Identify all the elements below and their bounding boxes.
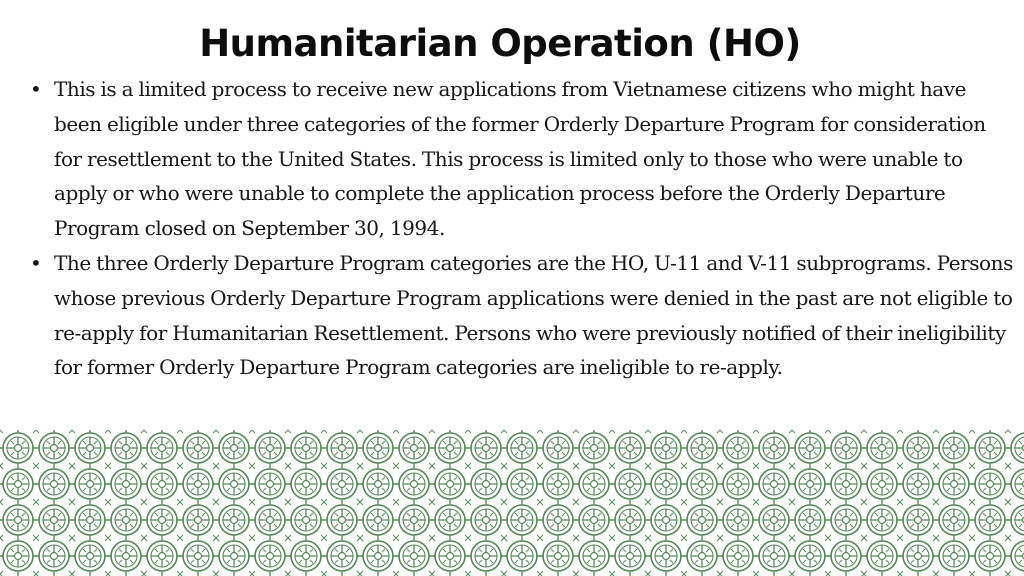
bullet-text: This is a limited process to receive new applications from Vietnamese citizens who might have been eligible under three categories of the former Orderly Departure Program for consideration for resettlement to the United States. This process is limited only to those who were unable to apply or who were unable to complete the application process before the Orderly Departure Program closed on September 30, 1994.: [54, 77, 986, 241]
decorative-pattern-band: [0, 430, 1024, 576]
bullet-dot-icon: •: [30, 77, 42, 101]
bullet-list: [30, 72, 1014, 385]
bullet-text: The three Orderly Departure Program categories are the HO, U-11 and V-11 subprograms. Persons whose previous Orderly Departure Program applications were denied in the past are not eligible to re-apply for Humanitarian Resettlement. Persons who were previously notified of their ineligibility for former Orderly Departure Program categories are ineligible to re-apply.: [54, 250, 1013, 380]
bullet-item: [30, 246, 1014, 385]
bullet-dot-icon: •: [30, 250, 42, 275]
slide-title: Humanitarian Operation (HO): [199, 22, 801, 65]
bullet-item: [30, 72, 1014, 246]
